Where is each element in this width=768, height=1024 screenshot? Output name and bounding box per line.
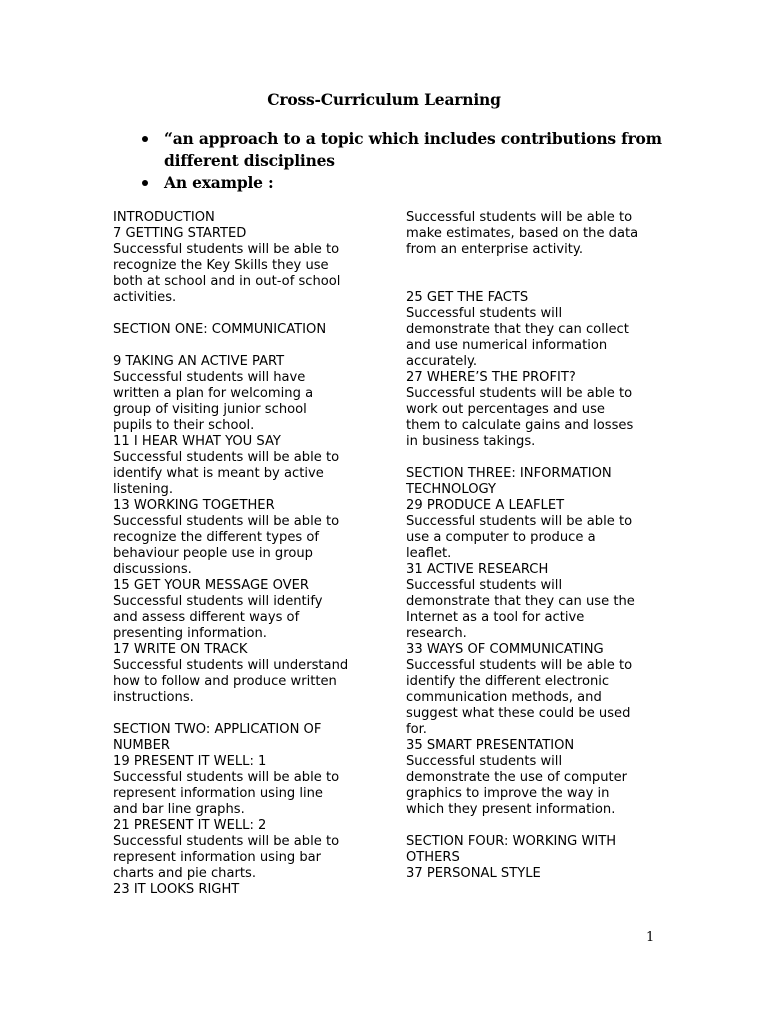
left-column-text: INTRODUCTION 7 GETTING STARTED Successful students will be able to recognize the Key Skills they use both at school and in out-of school activities. SECTION ONE: COMMUNICATION 9 TAKING AN ACTIVE PART Successful students will have written a plan for welcoming a group of visiting junior school pupils to their school. 11 I HEAR WHAT YOU SAY Successful students will be able to identify what is meant by active listening. 13 WORKING TOGETHER Successful students will be able to recognize the different types of behaviour people use in group discussions. 15 GET YOUR MESSAGE OVER Successful students will identify and assess different ways of presenting information. 17 WRITE ON TRACK Successful students will understand how to follow and produce written instructions. SECTION TWO: APPLICATION OF NUMBER 19 PRESENT IT WELL: 1 Successful students will be able to represent information using line and bar line graphs. 21 PRESENT IT WELL: 2 Successful students will be able to represent information using bar charts and pie charts. 23 IT LOOKS RIGHT bbox=[113, 210, 349, 897]
bullet-text-example: An example : bbox=[164, 173, 274, 192]
bullet-list bbox=[140, 128, 680, 194]
bullet-dot-icon bbox=[142, 180, 148, 186]
page-number: 1 bbox=[646, 930, 655, 945]
bullet-item-example bbox=[140, 172, 680, 194]
document-title: Cross-Curriculum Learning bbox=[267, 90, 501, 109]
bullet-item-definition bbox=[140, 128, 680, 172]
bullet-text-definition: “an approach to a topic which includes contributions from different disciplines bbox=[164, 129, 662, 170]
bullet-dot-icon bbox=[142, 136, 148, 142]
right-column-text: Successful students will be able to make estimates, based on the data from an enterprise activity. 25 GET THE FACTS Successful students will demonstrate that they can collect and use numerical information accurately. 27 WHERE’S THE PROFIT? Successful students will be able to work out percentages and use them to calculate gains and losses in business takings. SECTION THREE: INFORMATION TECHNOLOGY 29 PRODUCE A LEAFLET Successful students will be able to use a computer to produce a leaflet. 31 ACTIVE RESEARCH Successful students will demonstrate that they can use the Internet as a tool for active research. 33 WAYS OF COMMUNICATING Successful students will be able to identify the different electronic communication methods, and suggest what these could be used for. 35 SMART PRESENTATION Successful students will demonstrate the use of computer graphics to improve the way in which they present information. SECTION FOUR: WORKING WITH OTHERS 37 PERSONAL STYLE bbox=[406, 210, 639, 881]
